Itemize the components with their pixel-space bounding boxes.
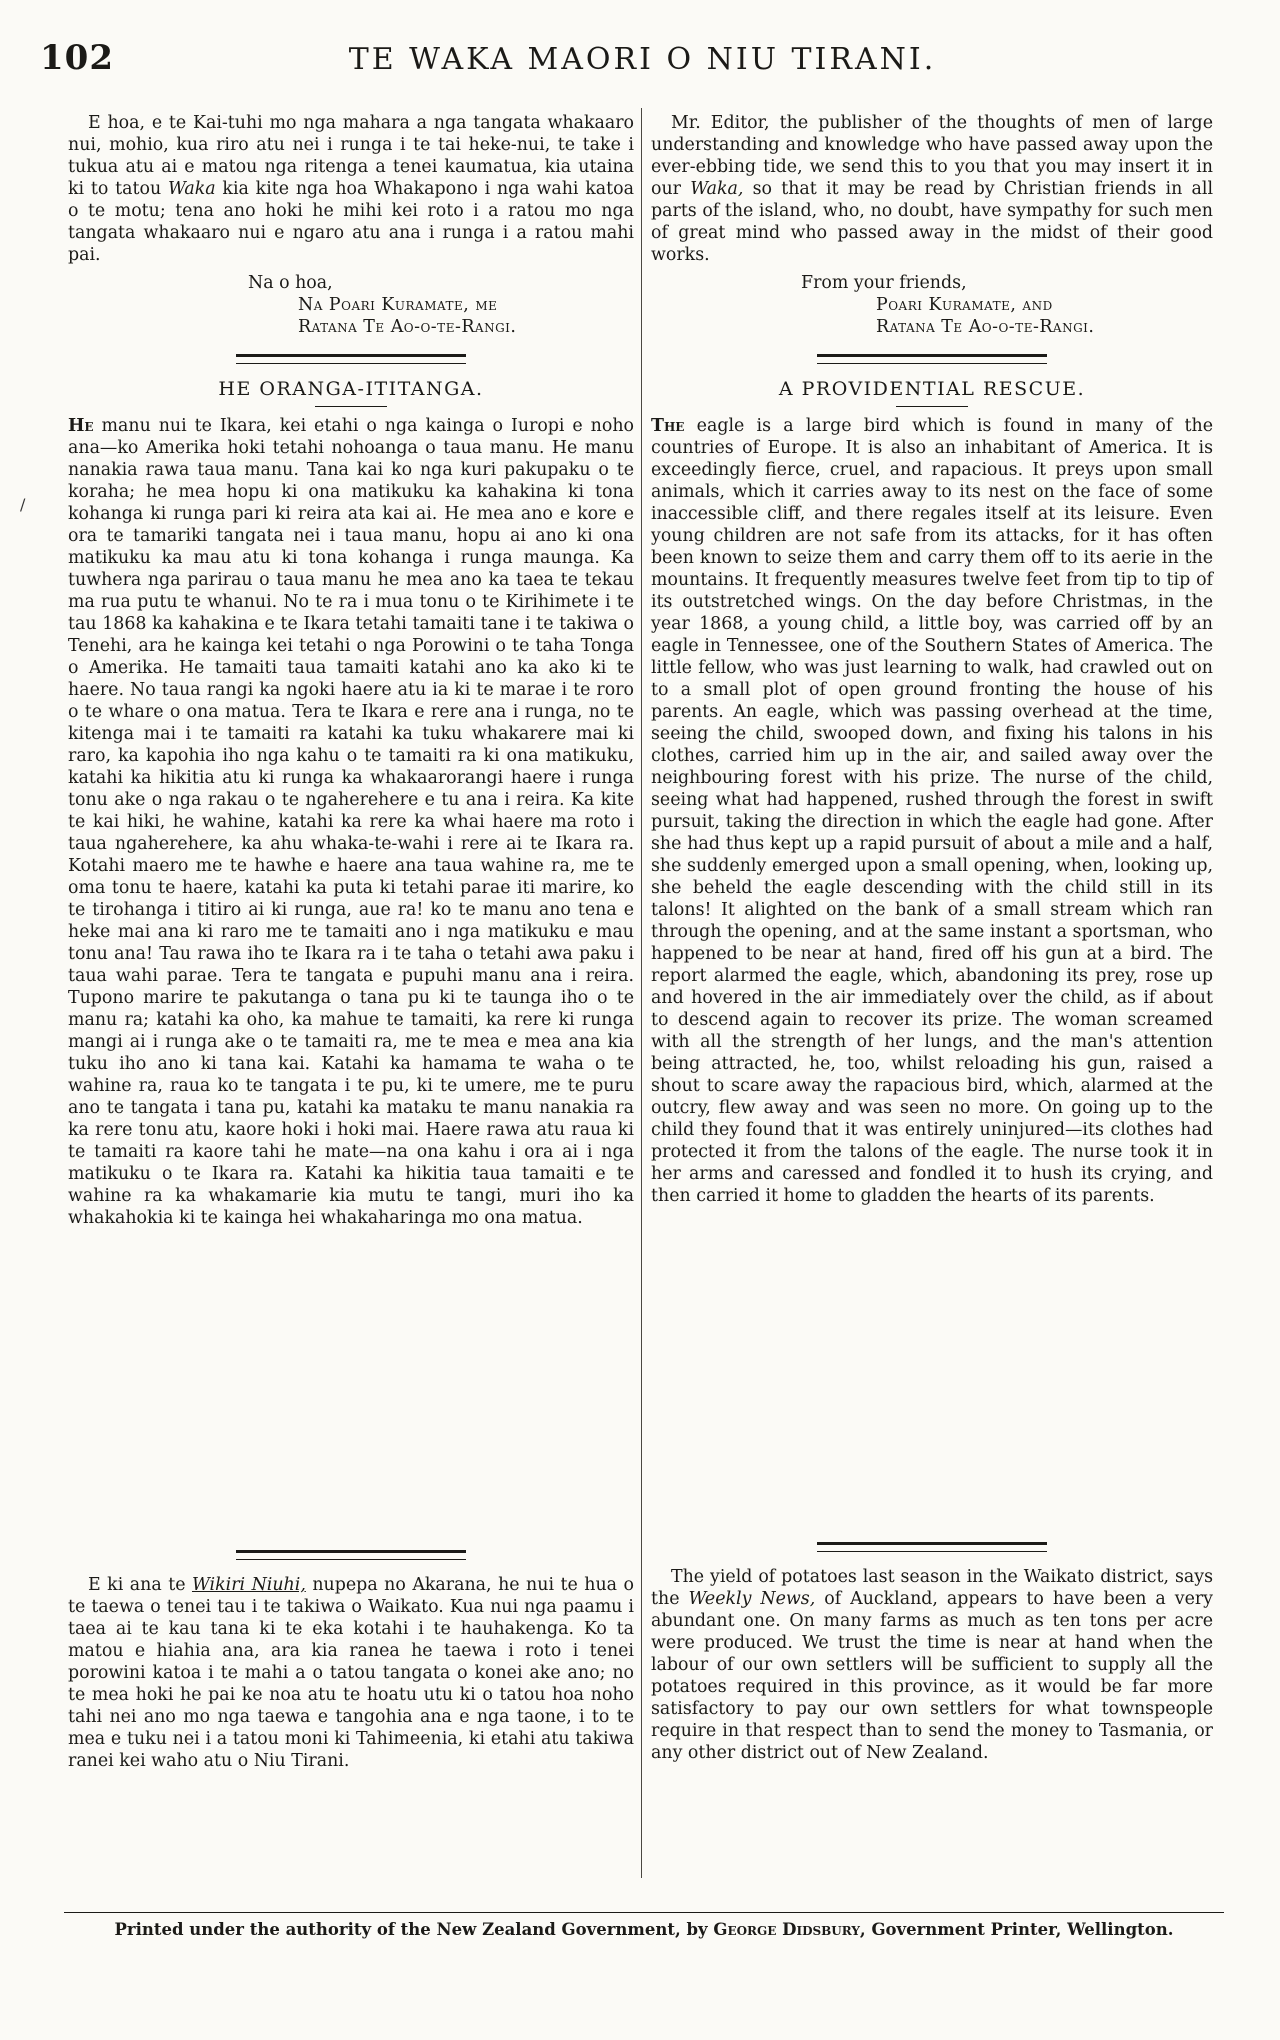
page-header bbox=[40, 38, 1225, 88]
letter-maori-greeting: Na o hoa, bbox=[248, 273, 333, 293]
imprint-post: Government Printer, Wellington. bbox=[871, 1920, 1174, 1939]
potato-text-english: of Auckland, appears to have been a very abundant one. On many farms as much as ten tons per acre were produced. We trust the time is near at hand when the labour of our own settlers will be sufficient to supply all the potatoes required in this province, as it would be far more satisfactory to pay our own settlers for what townspeople require in that respect than to send the money to Tasmania, or any other district out of New Zealand. bbox=[651, 1589, 1214, 1763]
potato-lead-maori: E ki ana te bbox=[88, 1575, 186, 1595]
letter-maori-signoff bbox=[68, 272, 634, 338]
potato-text-maori: nupepa no Akarana, he nui te hua o te taewa o tenei tau i te takiwa o Waikato. Kua nui nga paamu i taea ai te kau tana ki te eka kotahi i te hauhakenga. Ko ta matou e hiahia ana, ara kia ranea he taewa i roto i tenei porowini katoa i te mahi a o tatou tangata o konei ake ano; no te mea hoki he pai ke noa atu te hoatu utu ki o tatou hoa noho tahi nei ano mo nga taewa e tangohia ana e nga taone, i to te mea e tuku nei i a tatou moni ki Tahimeenia, ki etahi atu takiwa ranei kei waho atu o Niu Tirani. bbox=[68, 1575, 634, 1771]
section-rule bbox=[236, 354, 466, 364]
letter-maori-signer-2: Ratana Te Ao-o-te-Rangi. bbox=[298, 317, 517, 337]
right-upper-section bbox=[651, 112, 1213, 1207]
margin-pencil-mark: / bbox=[20, 495, 26, 514]
letter-english-signoff bbox=[651, 272, 1213, 338]
letter-english-body-cont: so that it may be read by Christian friends in all parts of the island, who, no doubt, have sympathy for such men of great mind who passed away in the midst of their good works. bbox=[651, 179, 1214, 265]
article-text-maori: manu nui te Ikara, kei etahi o nga kainga o Iuropi e noho ana—ko Amerika hoki tetahi nohoanga o taua manu. He manu nanakia rawa taua manu. Tana kai ko nga kuri pakupaku o te koraha; he mea hopu ki ona matikuku ka kahakina ki tona kohanga ki runga pari ki reira ata kai ai. He mea ano e kore e ora te tamariki tangata nei i taua manu, hopu ai ano ki ona matikuku ka mau atu ki tona kohanga i runga maunga. Ka tuwhera nga parirau o taua manu he mea ano ka taea te tekau ma rua putu te whanui. No te ra i mua tonu o te Kirihimete i te tau 1868 ka kahakina e te Ikara tetahi tamaiti tane i te takiwa o Tenehi, ara he kainga kei tetahi o nga Porowini o te taha Tonga o Amerika. He tamaiti taua tamaiti katahi ano ka ako ki te haere. No taua rangi ka ngoki haere atu ia ki te marae i te roro o te whare o ona matua. Tera te Ikara e rere ana i runga, no te kitenga mai i te tamaiti ra katahi ka tuku whakarere mai ki raro, ka kapohia iho nga kahu o te tamaiti ra ki ona matikuku, katahi ka hikitia atu ki runga ka whakaarorangi haere i runga tonu ake o nga rakau o te ngaherehere e tu ana i reira. Ka kite te kai hiki, he wahine, katahi ka rere ka whai haere ma roto i taua ngaherehere, ka ahu whaka-te-wahi i rere ai te Ikara ra. Kotahi maero me te hawhe e haere ana taua wahine ra, me te oma tonu te haere, katahi ka puta ki tetahi parae iti marire, ko te tirohanga i titiro ai ki runga, aue ra! ko te manu ano tena e heke mai ana ki raro me te tamaiti ano i nga matikuku e mau tonu ana! Tau rawa iho te Ikara ra i te taha o tetahi awa paku i taua wahi parae. Tera te tangata e pupuhi manu ana i reira. Tupono marire te pakutanga o tana pu ki te taunga iho o te manu ra; katahi ka oho, ka mahue te tamaiti, ka rere ki runga mangi ai i runga ake o te tamaiti ra, me te mea e mea ana kia tuku iho ano ki tana kai. Katahi ka hamama te waha o te wahine ra, raua ko te tangata i te pu, ki te umere, me te puru ano te tangata i tana pu, katahi ka mataku te manu nanakia ra ka rere tonu atu, kaore hoki i hoki mai. Haere rawa atu raua ki te tamaiti ra kaore tahi he mate—na ona kahu i ora ai i nga matikuku o te Ikara ra. Katahi ka hikitia taua tamaiti e te wahine ra ka whakamarie kia mutu te tangi, muri iho ka whakahokia ki te kainga hei whakaharinga mo ona matua. bbox=[68, 416, 634, 1228]
imprint-pre: Printed under the authority of the New Zealand Government, by bbox=[114, 1920, 708, 1939]
letter-maori-signer-1: Na Poari Kuramate, me bbox=[298, 295, 498, 315]
article-text-english: eagle is a large bird which is found in many of the countries of Europe. It is also an inhabitant of America. It is exceedingly fierce, cruel, and rapacious. It preys upon small animals, which it carries away to its nest on the face of some inaccessible cliff, and there regales itself at its leisure. Even young children are not safe from its attacks, for it has often been known to seize them and carry them off to its aerie in the mountains. It frequently measures twelve feet from tip to tip of its outstretched wings. On the day before Christmas, in the year 1868, a young child, a little boy, was carried off by an eagle in Tennessee, one of the Southern States of America. The little fellow, who was just learning to walk, had crawled out on to a small plot of open ground fronting the house of his parents. An eagle, which was passing overhead at the time, seeing the child, swooped down, and fixing his talons in his clothes, carried him up in the air, and sailed away over the neighbouring forest with his prize. The nurse of the child, seeing what had happened, rushed through the forest in swift pursuit, taking the direction in which the eagle had gone. After she had thus kept up a rapid pursuit of about a mile and a half, she suddenly emerged upon a small opening, when, looking up, she beheld the eagle descending with the child still in its talons! It alighted on the bank of a small stream which ran through the opening, and at the same instant a sportsman, who happened to be near at hand, fired off his gun at a bird. The report alarmed the eagle, which, abandoning its prey, rose up and hovered in the air immediately over the child, as if about to descend again to recover its prize. The woman screamed with all the strength of her lungs, and the man's attention being attracted, he, too, whilst reloading his gun, raised a shout to scare away the rapacious bird, which, alarmed at the outcry, flew away and was seen no more. On going up to the child they found that it was entirely uninjured—its clothes had protected it from the talons of the eagle. The nurse took it in her arms and caressed and fondled it to hush its crying, and then carried it home to gladden the hearts of its parents. bbox=[651, 416, 1213, 1206]
title-underline bbox=[896, 406, 968, 407]
right-lower-section bbox=[651, 1542, 1213, 1764]
left-upper-section bbox=[68, 112, 634, 1229]
section-rule bbox=[236, 1550, 466, 1560]
letter-maori-ship-name: Waka bbox=[167, 179, 216, 199]
running-title: TE WAKA MAORI O NIU TIRANI. bbox=[348, 42, 937, 77]
potato-lead-english: The yield of potatoes last season in the Waikato district, says the bbox=[651, 1567, 1213, 1609]
newspaper-name-english: Weekly News, bbox=[688, 1589, 816, 1609]
letter-english-body: Mr. Editor, the publisher of the thoughts of men of large understanding and knowledge who have passed away upon the ever-ebbing tide, we send this to you that you may insert it in our bbox=[651, 113, 1213, 199]
article-body-maori bbox=[68, 415, 634, 1229]
letter-maori bbox=[68, 112, 634, 266]
printer-imprint bbox=[64, 1920, 1224, 1939]
letter-english-signer-1: Poari Kuramate, and bbox=[876, 295, 1053, 315]
article-title-english: A PROVIDENTIAL RESCUE. bbox=[778, 378, 1086, 400]
letter-english-signer-2: Ratana Te Ao-o-te-Rangi. bbox=[876, 317, 1095, 337]
printer-name: George Didsbury, bbox=[713, 1920, 866, 1939]
left-lower-section bbox=[68, 1550, 634, 1772]
letter-english bbox=[651, 112, 1213, 266]
potato-notice-english bbox=[651, 1566, 1213, 1764]
letter-english-ship-name: Waka, bbox=[690, 179, 744, 199]
letter-maori-body: E hoa, e te Kai-tuhi mo nga mahara a nga tangata whakaaro nui, mohio, kua riro atu nei i runga i te tai heke-nui, te take i tukua atu ai e matou nga ritenga a tenei kaumatua, kia utaina ki to tatou bbox=[68, 113, 634, 199]
article-body-english bbox=[651, 415, 1213, 1207]
newspaper-name-maori: Wikiri Niuhi, bbox=[191, 1575, 306, 1595]
article-lead-maori: He bbox=[68, 416, 94, 436]
section-rule bbox=[817, 354, 1047, 364]
letter-maori-body-cont: kia kite nga hoa Whakapono i nga wahi katoa o te motu; tena ano hoki he mihi kei roto i a ratou mo nga tangata whakaaro nui e ngaro atu ana i runga i a ratou mahi pai. bbox=[68, 179, 634, 265]
letter-english-greeting: From your friends, bbox=[801, 273, 967, 293]
article-title-maori: HE ORANGA-ITITANGA. bbox=[218, 378, 484, 400]
article-lead-english: The bbox=[651, 416, 685, 436]
footer-rule bbox=[64, 1912, 1224, 1913]
section-rule bbox=[817, 1542, 1047, 1552]
page-number: 102 bbox=[40, 38, 114, 78]
title-underline bbox=[315, 406, 387, 407]
potato-notice-maori bbox=[68, 1574, 634, 1772]
column-divider bbox=[641, 108, 642, 1878]
